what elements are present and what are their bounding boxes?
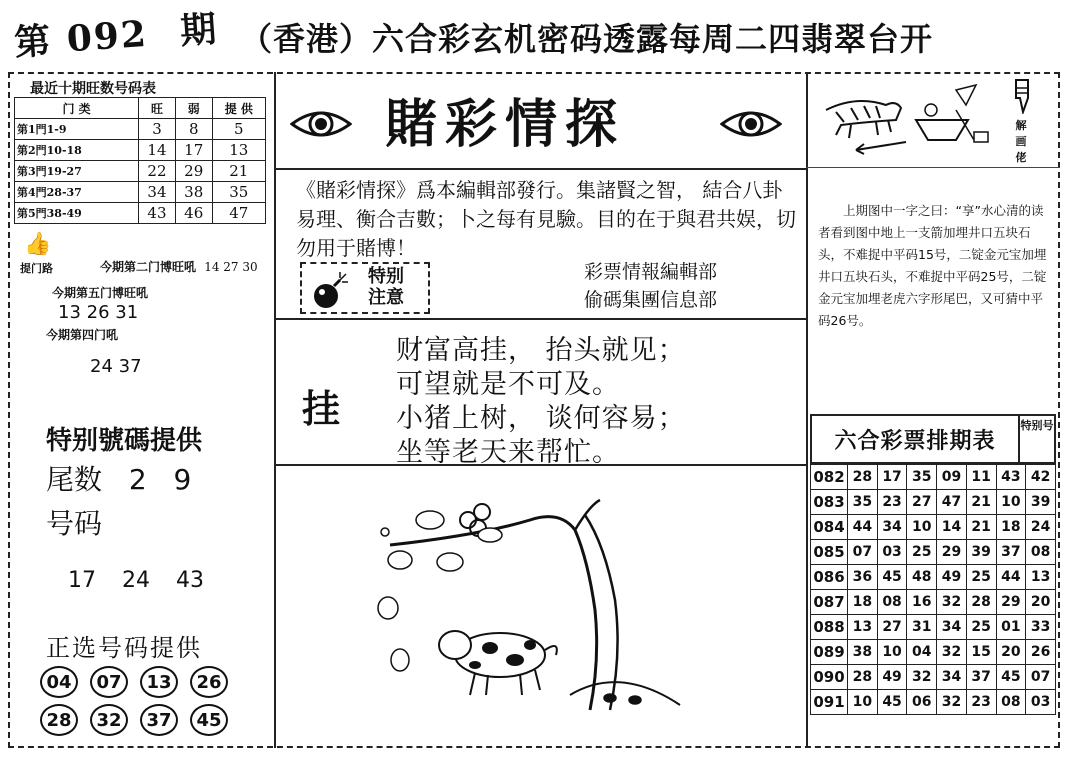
issue-prefix: 第 [12,19,54,65]
number-cell: 43 [996,465,1026,490]
cell: 47 [212,203,265,224]
row-label: 第5門38-49 [15,203,139,224]
pick-number: 45 [190,704,228,736]
table-row [811,540,1056,565]
table-row [811,615,1056,640]
eye-icon [290,106,352,142]
special-number-cell: 13 [1026,565,1056,590]
eye-icon [720,106,782,142]
period-cell: 091 [811,690,848,715]
number-cell: 08 [877,590,907,615]
pick-number: 37 [140,704,178,736]
poem-line: 坐等老天来帮忙。 [396,437,620,468]
number-cell: 47 [937,490,967,515]
number-cell: 04 [907,640,937,665]
number-cell: 14 [937,515,967,540]
row-label: 第2門10-18 [15,140,139,161]
number-cell: 28 [848,665,878,690]
notice-line2: 注意 [368,287,404,308]
number-cell: 25 [907,540,937,565]
number-cell: 20 [996,640,1026,665]
number-cell: 38 [848,640,878,665]
period-cell: 086 [811,565,848,590]
number-cell: 09 [937,465,967,490]
header [0,0,1080,66]
issue-label [12,1,219,66]
issue-number: 092 [65,12,150,61]
number-cell: 44 [996,565,1026,590]
number-cell: 32 [937,590,967,615]
pointing-hand-icon [1010,78,1034,114]
number-cell: 44 [848,515,878,540]
special-number-cell: 42 [1026,465,1056,490]
tree-pig-illustration [360,490,700,720]
table-row [15,182,266,203]
number-cell: 23 [877,490,907,515]
notice-line1: 特别 [368,266,404,287]
pick-number: 13 [140,666,178,698]
row-label: 第3門19-27 [15,161,139,182]
cell: 5 [212,119,265,140]
number-cell: 35 [848,490,878,515]
number-cell: 27 [907,490,937,515]
schedule-title: 六合彩票排期表 [810,414,1020,464]
number-cell: 35 [907,465,937,490]
number-cell: 18 [996,515,1026,540]
number-cell: 37 [996,540,1026,565]
number-cell: 45 [877,690,907,715]
period-cell: 082 [811,465,848,490]
row-label: 第4門28-37 [15,182,139,203]
cell: 43 [139,203,176,224]
number-cell: 18 [848,590,878,615]
tip-line5-label: 今期第五门博旺吼 [52,286,149,300]
cell: 21 [212,161,265,182]
special-number-cell: 08 [1026,540,1056,565]
cell: 29 [175,161,212,182]
cell: 17 [175,140,212,161]
number-cell: 32 [937,690,967,715]
number-cell: 10 [848,690,878,715]
number-cell: 34 [877,515,907,540]
number-cell: 06 [907,690,937,715]
cell: 34 [139,182,176,203]
tail-label: 尾数 [46,463,103,496]
number-cell: 11 [966,465,996,490]
number-cell: 36 [848,565,878,590]
tip-line4-label: 今期第四门吼 [46,328,119,342]
pick-number: 32 [90,704,128,736]
pick-heading: 正选号码提供 [46,634,202,662]
special-number-cell: 24 [1026,515,1056,540]
number-cell: 34 [937,665,967,690]
poem-line: 小猪上树， 谈何容易； [396,403,686,434]
number-cell: 32 [937,640,967,665]
code-label: 号码 [46,507,103,540]
period-cell: 090 [811,665,848,690]
tip-line5-nums: 13 26 31 [58,302,139,323]
cell: 8 [175,119,212,140]
number-cell: 27 [877,615,907,640]
number-cell: 08 [996,690,1026,715]
table-row [15,119,266,140]
tip-line2-nums: 14 27 30 [204,260,258,274]
col-header: 门 类 [15,98,139,119]
table-row [811,590,1056,615]
number-cell: 29 [937,540,967,565]
riddle-explanation: 上期图中一字之曰：“享”水心清的读者看到图中地上一支箭加埋井口五块石头，不难捉中平码15号，二锭金元宝加埋井口五块石头，不难捉中平码25号，二锭金元宝加埋老虎六字形尾巴，又可猜中平码26号。 [818,203,1047,328]
period-cell: 088 [811,615,848,640]
poem [396,334,686,470]
table-row [811,515,1056,540]
tip-line2 [100,258,258,275]
period-cell: 087 [811,590,848,615]
tiger-illustration [816,80,996,164]
number-cell: 31 [907,615,937,640]
number-cell: 49 [877,665,907,690]
period-cell: 083 [811,490,848,515]
special-number-cell: 07 [1026,665,1056,690]
number-cell: 29 [996,590,1026,615]
tip-label: 提门路 [20,262,53,275]
table-row [811,690,1056,715]
col-header: 弱 [175,98,212,119]
pick-number: 26 [190,666,228,698]
pick-number: 07 [90,666,128,698]
number-cell: 39 [966,540,996,565]
issue-suffix: 期 [178,7,220,53]
col-header: 旺 [139,98,176,119]
number-cell: 16 [907,590,937,615]
row-label: 第1門1-9 [15,119,139,140]
number-cell: 34 [937,615,967,640]
number-cell: 03 [877,540,907,565]
period-cell: 084 [811,515,848,540]
cell: 46 [175,203,212,224]
table-row [15,140,266,161]
cell: 3 [139,119,176,140]
special-number-cell: 03 [1026,690,1056,715]
page-title: （香港）六合彩玄机密码透露每周二四翡翠台开 [240,20,934,58]
number-cell: 10 [877,640,907,665]
cell: 35 [212,182,265,203]
number-cell: 10 [996,490,1026,515]
special-number-cell: 33 [1026,615,1056,640]
number-cell: 32 [907,665,937,690]
number-cell: 28 [966,590,996,615]
period-cell: 089 [811,640,848,665]
pick-numbers [40,666,270,736]
recent-table-title: 最近十期旺数号码表 [30,81,156,97]
col-header: 提 供 [212,98,265,119]
number-cell: 49 [937,565,967,590]
tail-numbers [46,458,191,498]
table-row [811,565,1056,590]
table-row [811,465,1056,490]
org-line1: 彩票情報編輯部 [584,261,718,283]
table-row [811,640,1056,665]
bomb-icon [310,272,350,310]
jie-label: 解画佬 [1015,119,1027,164]
number-cell: 15 [966,640,996,665]
number-cell: 07 [848,540,878,565]
tip-line4-nums: 24 37 [90,356,142,377]
recent-table [14,97,266,224]
special-number-cell: 26 [1026,640,1056,665]
number-cell: 37 [966,665,996,690]
org-line2: 偷碼集團信息部 [584,289,718,311]
cell: 38 [175,182,212,203]
number-cell: 23 [966,690,996,715]
poem-line: 财富高挂， 抬头就见； [396,335,686,366]
special-number-cell: 20 [1026,590,1056,615]
code-values: 17 24 43 [68,568,204,593]
number-cell: 25 [966,565,996,590]
table-row [811,665,1056,690]
table-row [15,161,266,182]
number-cell: 48 [907,565,937,590]
tip-line2-label: 今期第二门博旺吼 [100,260,197,274]
period-cell: 085 [811,540,848,565]
number-cell: 01 [996,615,1026,640]
notice-text [368,266,404,308]
org-names [584,258,717,314]
brand-title: 賭彩情探 [385,94,626,155]
cell: 22 [139,161,176,182]
number-cell: 25 [966,615,996,640]
pick-number: 04 [40,666,78,698]
cell: 13 [212,140,265,161]
cell: 14 [139,140,176,161]
pig [439,631,545,677]
number-cell: 45 [996,665,1026,690]
special-number-cell: 39 [1026,490,1056,515]
number-cell: 17 [877,465,907,490]
pick-number: 28 [40,704,78,736]
poem-line: 可望就是不可及。 [396,369,620,400]
number-cell: 13 [848,615,878,640]
schedule-table [810,464,1056,715]
number-cell: 21 [966,515,996,540]
thumbs-up-icon: 👍 [24,232,52,257]
schedule-special-header: 特别号 [1020,414,1056,464]
number-cell: 10 [907,515,937,540]
special-heading: 特别號碼提供 [46,426,203,456]
riddle-character: 挂 [302,386,341,431]
table-row [811,490,1056,515]
table-row [15,203,266,224]
number-cell: 21 [966,490,996,515]
number-cell: 28 [848,465,878,490]
number-cell: 45 [877,565,907,590]
tail-values: 2 9 [128,463,192,496]
intro-text: 《賭彩情探》爲本編輯部發行。集諸賢之智， 結合八卦易理、衡合吉數；卜之每有見驗。目的在于與君共娱，切勿用于賭博！ [296,178,796,260]
